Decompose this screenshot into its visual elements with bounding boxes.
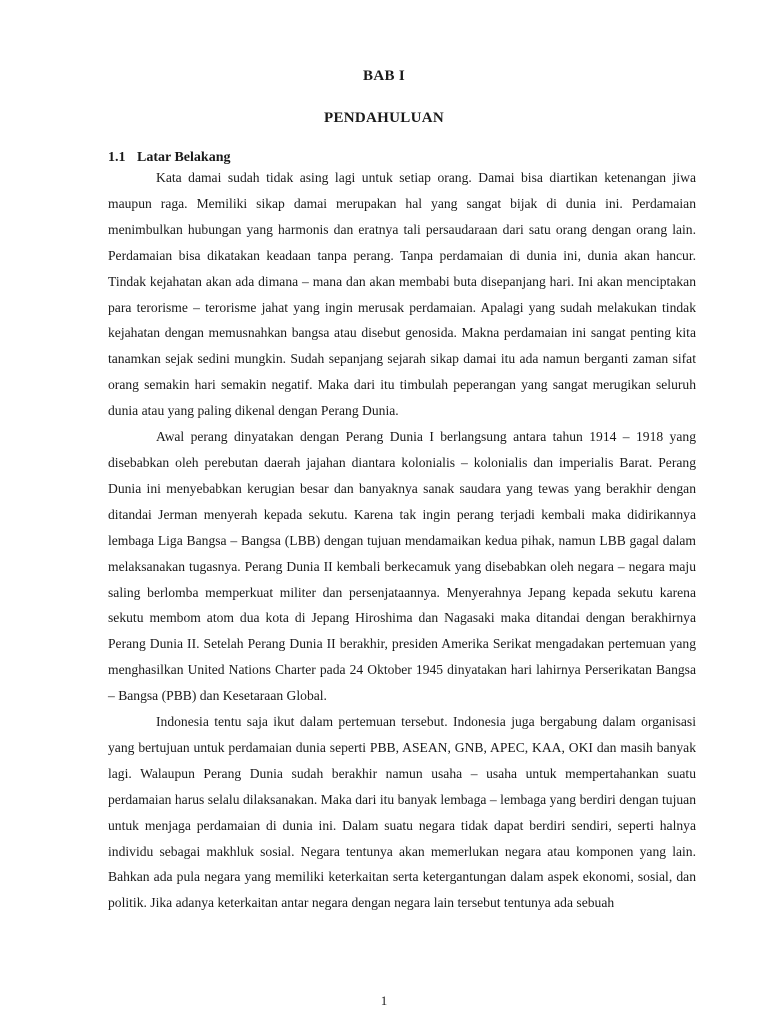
section-number: 1.1 <box>108 150 126 165</box>
chapter-title: PENDAHULUAN <box>324 110 444 126</box>
section-heading <box>108 150 230 166</box>
page-number: 1 <box>380 993 388 1008</box>
paragraph: Awal perang dinyatakan dengan Perang Dunia I berlangsung antara tahun 1914 – 1918 yang disebabkan oleh perebutan daerah jajahan diantara kolonialis – kolonialis dan imperialis Barat. Perang Dunia ini menyebabkan kerugian besar dan banyaknya sanak saudara yang tewas yang berakhir dengan ditandai Jerman menyerah kepada sekutu. Karena tak ingin perang terjadi kembali maka didirikannya lembaga Liga Bangsa – Bangsa (LBB) dengan tujuan mendamaikan kedua pihak, namun LBB gagal dalam melaksanakan tugasnya. Perang Dunia II kembali berkecamuk yang disebabkan oleh negara – negara maju saling berlomba memperkuat militer dan persenjataannya. Menyerahnya Jepang kepada sekutu karena sekutu membom atom dua kota di Jepang Hiroshima dan Nagasaki maka ditandai dengan berakhirnya Perang Dunia II. Setelah Perang Dunia II berakhir, presiden Amerika Serikat mengadakan pertemuan yang menghasilkan United Nations Charter pada 24 Oktober 1945 dinyatakan hari lahirnya Perserikatan Bangsa – Bangsa (PBB) dan Kesetaraan Global. <box>108 429 696 704</box>
chapter-heading: BAB I <box>363 68 405 84</box>
body-text <box>108 165 696 916</box>
paragraph: Kata damai sudah tidak asing lagi untuk setiap orang. Damai bisa diartikan ketenangan jiwa maupun raga. Memiliki sikap damai merupakan hal yang sangat bijak di dunia ini. Perdamaian menimbulkan hubungan yang harmonis dan eratnya tali persaudaraan dari satu orang dengan orang lain. Perdamaian bisa dikatakan keadaan tanpa perang. Tanpa perdamaian di dunia ini, dunia akan hancur. Tindak kejahatan akan ada dimana – mana dan akan membabi buta disepanjang hari. Ini akan menciptakan para terorisme – terorisme jahat yang ingin merusak perdamaian. Apalagi yang sudah melakukan tindak kejahatan dengan memusnahkan bangsa atau disebut genosida. Makna perdamaian ini sangat penting kita tanamkan sejak sedini mungkin. Sudah sepanjang sejarah sikap damai itu ada namun berganti zaman sifat orang semakin hari semakin negatif. Maka dari itu timbulah peperangan yang sangat merugikan seluruh dunia atau yang paling dikenal dengan Perang Dunia. <box>108 170 696 419</box>
section-title: Latar Belakang <box>137 150 231 165</box>
paragraph: Indonesia tentu saja ikut dalam pertemuan tersebut. Indonesia juga bergabung dalam organisasi yang bertujuan untuk perdamaian dunia seperti PBB, ASEAN, GNB, APEC, KAA, OKI dan masih banyak lagi. Walaupun Perang Dunia sudah berakhir namun usaha – usaha untuk mempertahankan suatu perdamaian harus selalu dilaksanakan. Maka dari itu banyak lembaga – lembaga yang berdiri dengan tujuan untuk menjaga perdamaian di dunia ini. Dalam suatu negara tidak dapat berdiri sendiri, seperti halnya individu sebagai makhluk sosial. Negara tentunya akan memerlukan negara atau komponen yang lain. Bahkan ada pula negara yang memiliki keterkaitan serta ketergantungan dalam aspek ekonomi, sosial, dan politik. Jika adanya keterkaitan antar negara dengan negara lain tersebut tentunya ada sebuah <box>108 714 696 911</box>
